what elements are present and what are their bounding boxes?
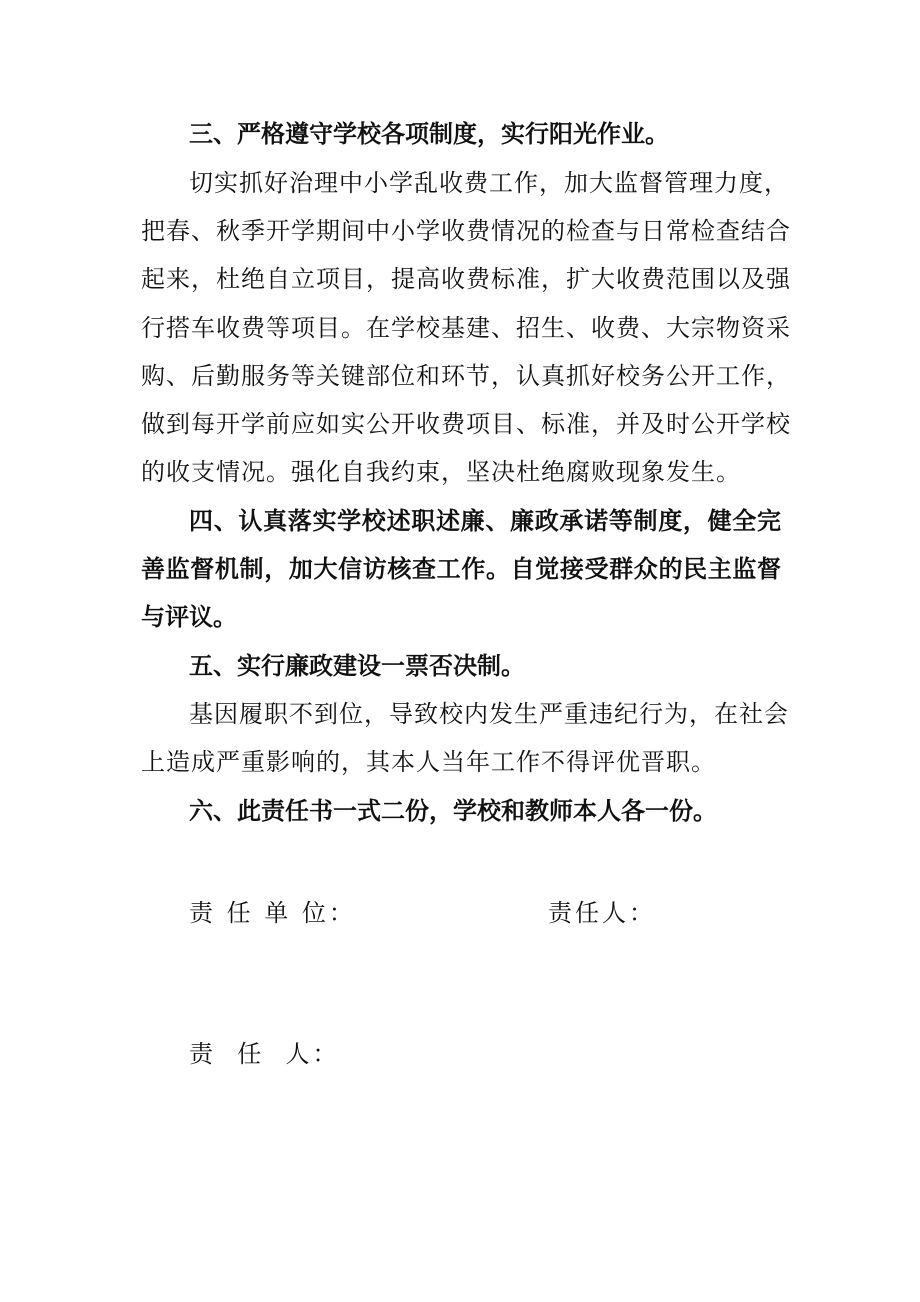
section-heading-3: 三、严格遵守学校各项制度，实行阳光作业。 (189, 120, 669, 148)
responsible-person-label-right: 责任人： (548, 899, 656, 927)
section-heading-4-line: 善监督机制，加大信访核查工作。自觉接受群众的民主监督 (141, 555, 781, 583)
paragraph-line: 基因履职不到位，导致校内发生严重违纪行为，在社会 (189, 700, 789, 728)
paragraph-line: 做到每开学前应如实公开收费项目、标准，并及时公开学校 (141, 410, 791, 438)
paragraph-line: 行搭车收费等项目。在学校基建、招生、收费、大宗物资采 (141, 314, 791, 342)
section-heading-6: 六、此责任书一式二份，学校和教师本人各一份。 (189, 797, 717, 825)
paragraph-line: 的收支情况。强化自我约束，坚决杜绝腐败现象发生。 (141, 458, 741, 486)
section-heading-4-line: 与评议。 (141, 603, 237, 631)
paragraph-line: 把春、秋季开学期间中小学收费情况的检查与日常检查结合 (141, 217, 791, 245)
paragraph-line: 上造成严重影响的，其本人当年工作不得评优晋职。 (141, 748, 716, 776)
paragraph-line: 购、后勤服务等关键部位和环节，认真抓好校务公开工作， (141, 362, 791, 390)
paragraph-line: 起来，杜绝自立项目，提高收费标准，扩大收费范围以及强 (141, 265, 791, 293)
section-heading-4: 四、认真落实学校述职述廉、廉政承诺等制度，健全完 (189, 507, 781, 535)
responsible-person-label-left: 责 任 人： (189, 1040, 340, 1068)
responsible-unit-label: 责 任 单 位： (189, 899, 356, 927)
paragraph-line: 切实抓好治理中小学乱收费工作，加大监督管理力度， (189, 169, 789, 197)
section-heading-5: 五、实行廉政建设一票否决制。 (189, 652, 525, 680)
